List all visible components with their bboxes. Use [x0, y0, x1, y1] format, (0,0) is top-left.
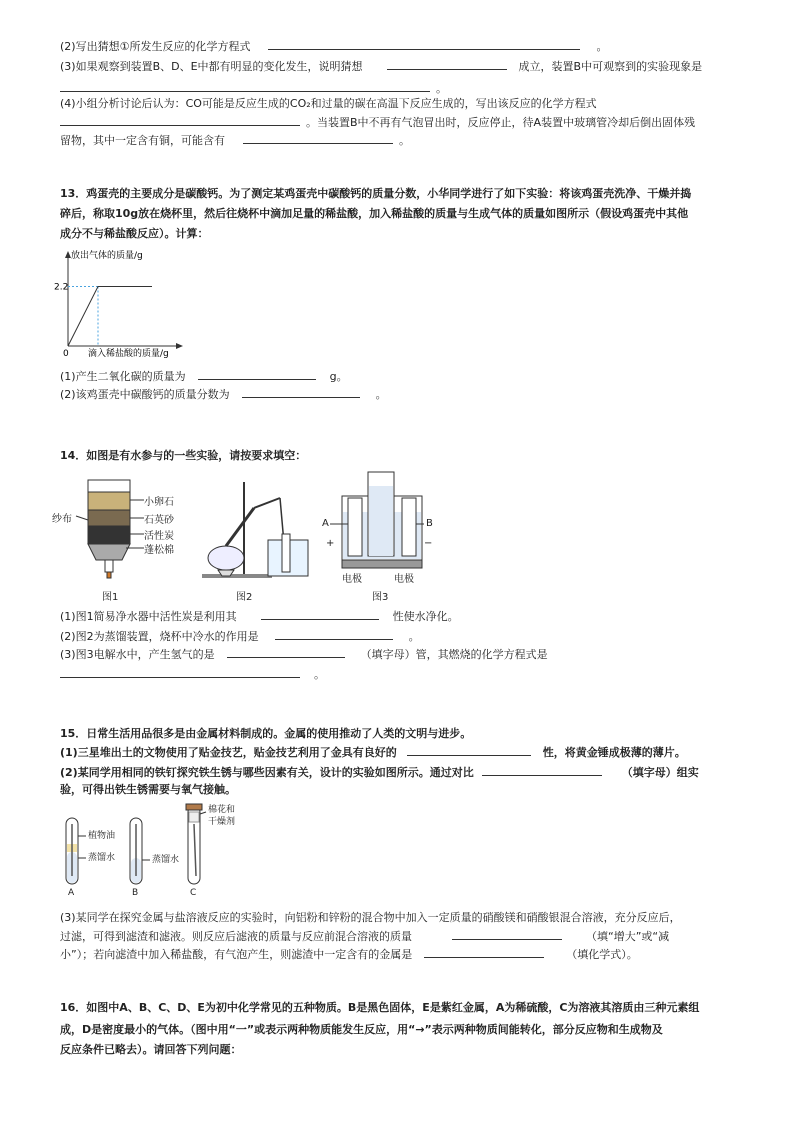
- chart-ylabel: 放出气体的质量/g: [71, 251, 143, 261]
- q14-part2: (2)图2为蒸馏装置，烧杯中冷水的作用是 。: [60, 630, 420, 643]
- q16-stem-line3: 反应条件已略去）。请回答下列问题：: [60, 1043, 242, 1056]
- q15-part3-line3: 小”）；若向滤渣中加入稀盐酸，有气泡产生，则滤渣中一定含有的金属是 （填化学式）。: [60, 948, 638, 961]
- figure-1-caption: 图1: [102, 592, 119, 603]
- label-cotton: 蓬松棉: [144, 545, 174, 556]
- tube-a-label: A: [322, 518, 329, 529]
- q13-stem-line1: 13．鸡蛋壳的主要成分是碳酸钙。为了测定某鸡蛋壳中碳酸钙的质量分数，小华同学进行了如下实验：将该鸡蛋壳洗净、干燥并捣: [60, 187, 692, 200]
- q12-part4-line2: 。当装置B中不再有气泡冒出时，反应停止，待A装置中玻璃管冷却后倒出固体残: [60, 114, 695, 131]
- gas-mass-chart: [56, 248, 206, 360]
- q15-part3-line2: 过滤，可得到滤渣和滤液。则反应后滤液的质量与反应前混合溶液的质量 （填“增大”或“减: [60, 930, 670, 943]
- ytick-label: 2.2: [54, 282, 69, 293]
- series-line: [68, 286, 152, 346]
- q12-part2: (2)写出猜想①所发生反应的化学方程式 。: [60, 40, 608, 53]
- label-cotton-1: 棉花和: [208, 805, 236, 815]
- figure-2-distillation: [196, 478, 314, 604]
- q15-part1: (1)三星堆出土的文物使用了贴金技艺，贴金技艺利用了金具有良好的 性，将黄金锤成极薄的薄片。: [60, 746, 686, 759]
- answer-blank[interactable]: [60, 114, 300, 126]
- funnel-water: [369, 486, 393, 556]
- figure-2-caption: 图2: [236, 592, 253, 603]
- positive-sign: +: [326, 538, 335, 549]
- sand-layer: [88, 510, 130, 526]
- label-pebble: 小卵石: [144, 497, 174, 508]
- flask: [208, 546, 244, 570]
- answer-blank[interactable]: [407, 744, 531, 756]
- stopper: [186, 804, 202, 810]
- pebble-layer: [88, 492, 130, 510]
- q16-stem-line1: 16．如图中A、B、C、D、E为初中化学常见的五种物质。B是黑色固体，E是紫红金属，A为稀硫酸，C为溶液其溶质由三种元素组: [60, 1001, 700, 1014]
- q15-part2-line2: 验，可得出铁生锈需要与氧气接触。: [60, 783, 236, 796]
- outlet: [105, 560, 113, 572]
- answer-blank[interactable]: [242, 386, 360, 398]
- answer-blank[interactable]: [482, 764, 602, 776]
- stand-base: [202, 574, 272, 578]
- delivery-tube: [254, 498, 280, 508]
- cotton-desiccant: [189, 812, 199, 822]
- q12-part3-line2: 。: [60, 80, 447, 97]
- q14-stem: 14．如图是有水参与的一些实验，请按要求填空：: [60, 449, 307, 462]
- q13-stem-line3: 成分不与稀盐酸反应）。计算：: [60, 227, 209, 240]
- answer-blank[interactable]: [227, 646, 345, 658]
- chart-svg: [56, 248, 206, 360]
- test-tube: [282, 534, 290, 572]
- answer-blank[interactable]: [387, 58, 507, 70]
- negative-sign: −: [424, 538, 433, 549]
- label-cotton-2: 干燥剂: [208, 817, 236, 827]
- answer-blank[interactable]: [60, 666, 300, 678]
- base: [342, 560, 422, 568]
- figure-3-caption: 图3: [372, 592, 389, 603]
- q15-part2: (2)某同学用相同的铁钉探究铁生锈与哪些因素有关，设计的实验如图所示。通过对比 （填字母）组实: [60, 766, 699, 779]
- answer-blank[interactable]: [424, 946, 544, 958]
- label-sand: 石英砂: [144, 515, 174, 526]
- q14-part3-line2: 。: [60, 666, 325, 683]
- x-axis-arrow: [176, 343, 183, 349]
- answer-blank[interactable]: [261, 608, 379, 620]
- outlet-valve: [107, 572, 111, 578]
- label-water-b: 蒸馏水: [152, 855, 180, 865]
- label-cloth: 纱布: [52, 514, 72, 525]
- q16-stem-line2: 成，D是密度最小的气体。（图中用“一”或表示两种物质能发生反应，用“→”表示两种物质间能转化，部分反应物和生成物及: [60, 1023, 663, 1036]
- answer-blank[interactable]: [268, 38, 580, 50]
- label-water-a: 蒸馏水: [88, 853, 116, 863]
- electrode-left-label: 电极: [342, 574, 362, 585]
- rust-experiment-figure: [56, 802, 256, 902]
- q13-part2: (2)该鸡蛋壳中碳酸钙的质量分数为 。: [60, 388, 387, 401]
- tube-b: [402, 498, 416, 556]
- answer-blank[interactable]: [243, 132, 393, 144]
- leader-line: [76, 516, 88, 520]
- leader-cotton: [200, 812, 206, 814]
- q15-part3-line1: (3)某同学在探究金属与盐溶液反应的实验时，向铝粉和锌粉的混合物中加入一定质量的硝酸镁和硝酸银混合溶液，充分反应后，: [60, 911, 681, 924]
- q14-part1: (1)图1简易净水器中活性炭是利用其 性使水净化。: [60, 610, 459, 623]
- purifier-top: [88, 480, 130, 492]
- q13-stem-line2: 碎后，称取10g放在烧杯里，然后往烧杯中滴加足量的稀盐酸，加入稀盐酸的质量与生成气体的质量如图所示（假设鸡蛋壳中其他: [60, 207, 689, 220]
- q15-stem: 15．日常生活用品很多是由金属材料制成的。金属的使用推动了人类的文明与进步。: [60, 727, 472, 740]
- figure-1-water-purifier: [52, 478, 196, 604]
- tube-a: [348, 498, 362, 556]
- answer-blank[interactable]: [275, 628, 393, 640]
- q14-part3: (3)图3电解水中，产生氢气的是 （填字母）管，其燃烧的化学方程式是: [60, 648, 548, 661]
- q12-part4-line3: 留物，其中一定含有铜，可能含有 。: [60, 134, 410, 147]
- chart-xlabel: 滴入稀盐酸的质量/g: [88, 349, 169, 359]
- label-a: A: [68, 888, 75, 898]
- answer-blank[interactable]: [60, 80, 430, 92]
- answer-blank[interactable]: [452, 928, 562, 940]
- origin-label: 0: [63, 349, 69, 359]
- q12-part3: (3)如果观察到装置B、D、E中都有明显的变化发生，说明猜想 成立，装置B中可观察到的实验现象是: [60, 60, 703, 73]
- q13-part1: (1)产生二氧化碳的质量为 g。: [60, 370, 348, 383]
- figure-3-electrolysis: [318, 470, 438, 604]
- label-b: B: [132, 888, 139, 898]
- cotton-layer: [88, 544, 130, 560]
- label-carbon: 活性炭: [144, 531, 174, 542]
- flask-neck: [226, 508, 254, 546]
- tube-b-label: B: [426, 518, 433, 529]
- answer-blank[interactable]: [198, 368, 316, 380]
- label-c: C: [190, 888, 197, 898]
- q12-part4: (4)小组分析讨论后认为：CO可能是反应生成的CO₂和过量的碳在高温下反应生成的，写出该反应的化学方程式: [60, 97, 597, 110]
- carbon-layer: [88, 526, 130, 544]
- electrode-right-label: 电极: [394, 574, 414, 585]
- label-oil: 植物油: [88, 831, 116, 841]
